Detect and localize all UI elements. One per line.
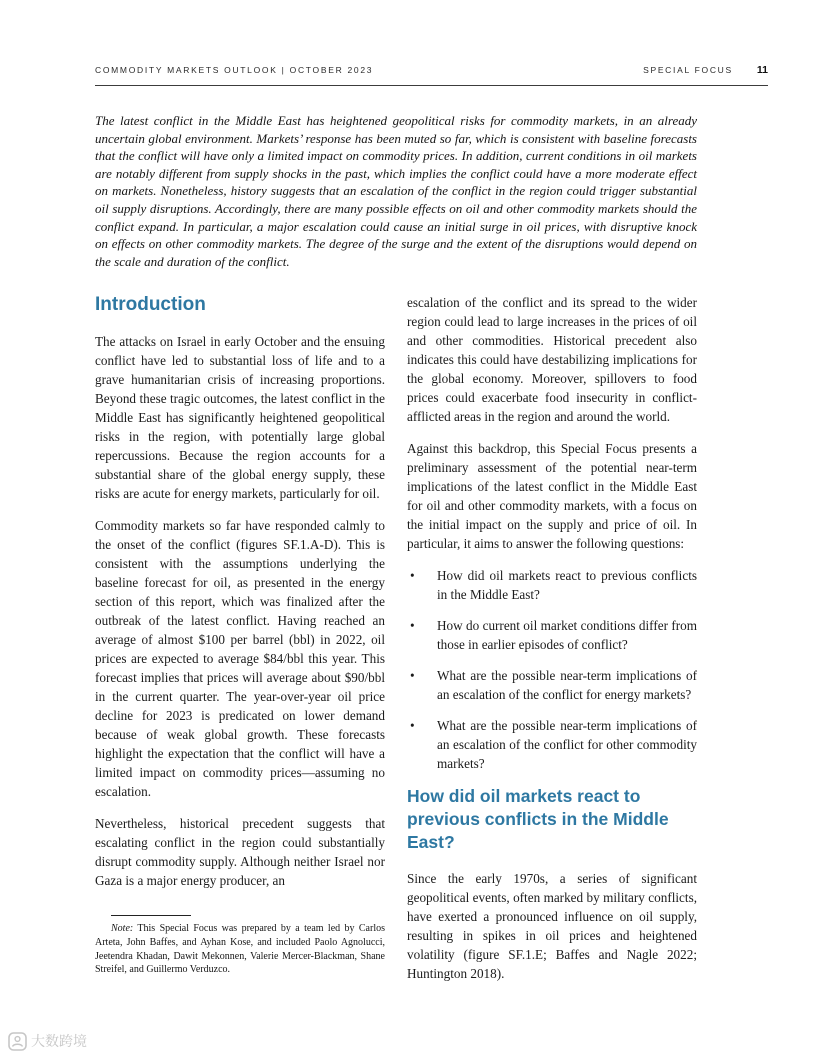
abstract-paragraph: The latest conflict in the Middle East has heightened geopolitical risks for commodity markets, in an already uncertain global environment. Markets’ response has been muted so far, which is consistent with baseline forecasts that the conflict will have only a limited impact on commodity prices. In addition, current conditions in oil markets are notably different from supply shocks in the past, which implies the conflict could have a more moderate effect on markets. Nonetheless, history suggests that an escalation of the conflict in the region could trigger substantial oil supply disruptions. Accordingly, there are many possible effects on oil and other commodity markets should the conflict expand. In particular, a major escalation could cause an initial surge in oil prices, with disruptive knock on effects on other commodity markets. The degree of the surge and the extent of the disruptions would depend on the scale and duration of the conflict.: [95, 113, 697, 269]
oil-markets-heading: How did oil markets react to previous conflicts in the Middle East?: [407, 786, 669, 853]
running-header-section: SPECIAL FOCUS: [643, 65, 733, 75]
paragraph: Commodity markets so far have responded calmly to the onset of the conflict (figures SF.1.A-D). This is consistent with the assumptions underlying the baseline forecast for oil, as presented in the energy section of this report, which was finalized after the outbreak of the latest conflict. Having reached an average of almost $100 per barrel (bbl) in 2022, oil prices are expected to average $84/bbl this year. This forecast implies that prices will average about $90/bbl in the current quarter. The year-over-year oil price decline for 2023 is predicated on lower demand because of weak global growth. These forecasts highlight the expectation that the conflict will have a limited impact on commodity prices—assuming no escalation.: [95, 518, 385, 800]
running-header-title: COMMODITY MARKETS OUTLOOK | OCTOBER 2023: [95, 65, 374, 75]
paragraph: Against this backdrop, this Special Focus presents a preliminary assessment of the potential near-term implications of the latest conflict in the Middle East for oil and other commodity markets, with a focus on the initial impact on the supply and price of oil. In particular, it aims to answer the following questions:: [407, 441, 697, 552]
footnote-text: [95, 922, 385, 976]
page-content: [95, 112, 697, 996]
footnote: [95, 915, 385, 976]
question-list: [407, 566, 697, 773]
footnote-note-label: Note:: [111, 923, 134, 935]
right-column: [407, 293, 697, 996]
question-bullet: • What are the possible near-term implications of an escalation of the conflict for other commodity markets?: [407, 716, 697, 773]
watermark-text: 大数跨境: [31, 1033, 87, 1049]
footnote-separator: [111, 915, 191, 916]
watermark-logo-icon: [8, 1032, 27, 1051]
running-header-right: [643, 64, 768, 76]
introduction-heading: Introduction: [95, 294, 206, 316]
paragraph: Since the early 1970s, a series of significant geopolitical events, often marked by military conflicts, have exerted a pronounced influence on oil supply, resulting in spikes in oil prices and heightened volatility (figure SF.1.E; Baffes and Nagle 2022; Huntington 2018).: [407, 871, 697, 982]
watermark: [8, 1031, 87, 1051]
running-header: [95, 64, 768, 86]
paragraph: escalation of the conflict and its spread to the wider region could lead to large increases in the prices of oil and other commodities. Historical precedent also indicates this could have destabilizing implications for the global economy. Moreover, spillovers to food prices could exacerbate food insecurity in conflict-afflicted areas in the region and around the world.: [407, 295, 697, 425]
paragraph: Nevertheless, historical precedent suggests that escalating conflict in the region could substantially disrupt commodity supply. Although neither Israel nor Gaza is a major energy producer, an: [95, 816, 385, 889]
left-column: [95, 293, 385, 976]
page-number: 11: [756, 64, 768, 76]
two-column-body: [95, 293, 697, 996]
paragraph: The attacks on Israel in early October and the ensuing conflict have led to substantial loss of life and to a grave humanitarian crisis of increasing proportions. Beyond these tragic outcomes, the latest conflict in the Middle East has significantly heightened geopolitical risks in the region, with potentially large global repercussions. Because the region accounts for a substantial share of the global energy supply, these risks are acute for energy markets, particularly for oil.: [95, 334, 385, 502]
question-bullet: • How do current oil market conditions differ from those in earlier episodes of conflict?: [407, 616, 697, 654]
question-bullet: • What are the possible near-term implications of an escalation of the conflict for energy markets?: [407, 666, 697, 704]
footnote-note-body: This Special Focus was prepared by a team led by Carlos Arteta, John Baffes, and Ayhan Kose, and included Paolo Agnolucci, Jeetendra Khadan, Dawit Mekonnen, Valerie Mercer-Blackman, Shane Streifel, and Guillermo Verduzco.: [95, 923, 385, 976]
question-bullet: • How did oil markets react to previous conflicts in the Middle East?: [407, 566, 697, 604]
